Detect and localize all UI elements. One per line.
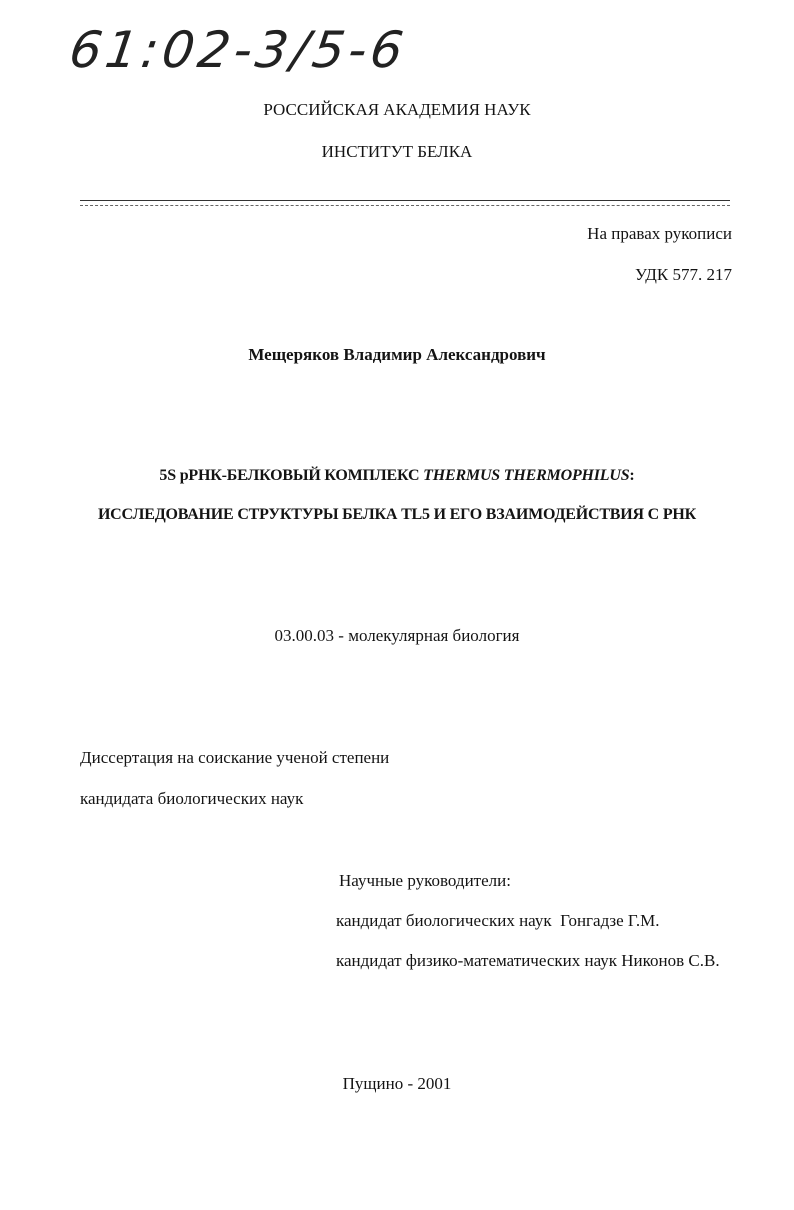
- institute-name: ИНСТИТУТ БЕЛКА: [321, 142, 473, 161]
- title-prefix: 5S рРНК-БЕЛКОВЫЙ КОМПЛЕКС: [159, 467, 424, 484]
- title-species: THERMUS THERMOPHILUS: [423, 467, 630, 484]
- supervisor-2: кандидат физико-математических наук Никонов С.В.: [336, 951, 720, 970]
- udc-code: УДК 577. 217: [634, 265, 732, 284]
- degree-line-2: кандидата биологических наук: [80, 789, 304, 808]
- specialty-code: 03.00.03 - молекулярная биология: [274, 626, 520, 645]
- title-colon: :: [629, 467, 635, 484]
- manuscript-rights-note: На правах рукописи: [587, 224, 732, 243]
- academy-name: РОССИЙСКАЯ АКАДЕМИЯ НАУК: [263, 100, 531, 119]
- thesis-title-line-2: ИССЛЕДОВАНИЕ СТРУКТУРЫ БЕЛКА TL5 И ЕГО ВЗАИМОДЕЙСТВИЯ С РНК: [97, 506, 697, 523]
- header-divider: [80, 200, 730, 201]
- place-and-year: Пущино - 2001: [342, 1074, 452, 1093]
- handwritten-archive-code: 61:02-3/5-6: [65, 21, 411, 79]
- header-divider-dashed: [80, 205, 730, 206]
- thesis-title-line-1: [0, 467, 794, 485]
- author-name: Мещеряков Владимир Александрович: [248, 345, 546, 364]
- supervisor-1: кандидат биологических наук Гонгадзе Г.М.: [336, 911, 660, 930]
- degree-line-1: Диссертация на соискание ученой степени: [80, 748, 390, 767]
- supervisors-heading: Научные руководители:: [339, 871, 511, 890]
